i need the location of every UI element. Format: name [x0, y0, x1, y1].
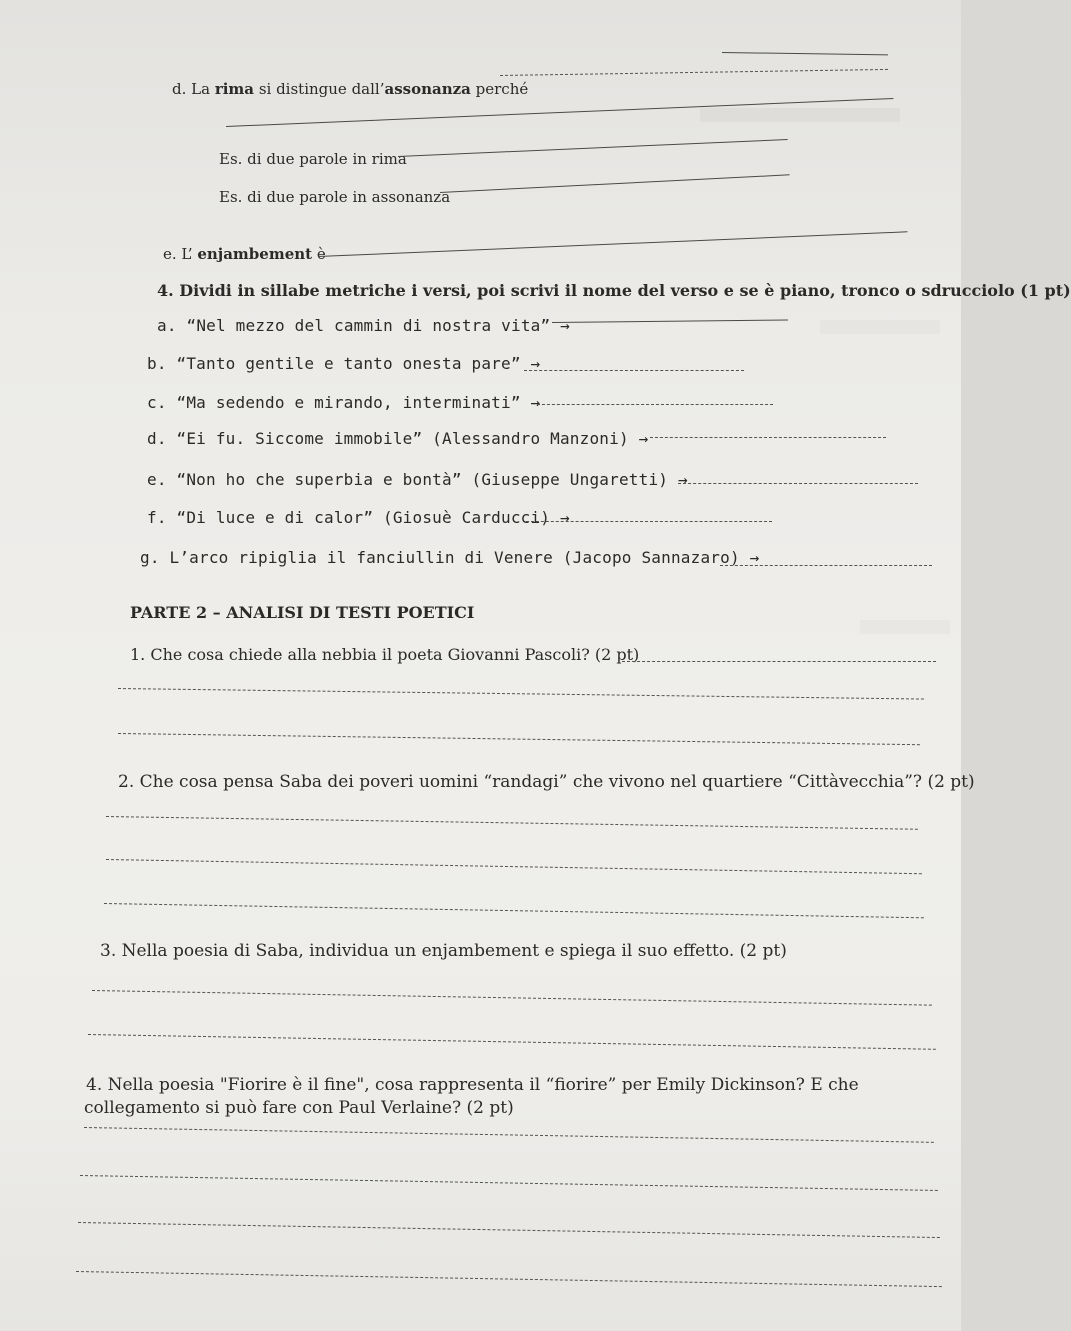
example-assonanza-label: Es. di due parole in assonanza [219, 188, 451, 206]
answer-line[interactable] [650, 437, 886, 438]
answer-line[interactable] [106, 816, 918, 830]
verse-f: f. “Di luce e di calor” (Giosuè Carducci) → [147, 508, 570, 527]
verse-c: c. “Ma sedendo e mirando, interminati” → [147, 393, 541, 412]
answer-line[interactable] [722, 52, 888, 55]
verse-d: d. “Ei fu. Siccome immobile” (Alessandro Manzoni) → [147, 429, 649, 448]
answer-line[interactable] [76, 1271, 942, 1287]
example-rima-label: Es. di due parole in rima [219, 150, 407, 168]
part-2-heading: PARTE 2 – ANALISI DI TESTI POETICI [130, 603, 475, 622]
answer-line[interactable] [118, 688, 924, 700]
question-3: 3. Nella poesia di Saba, individua un enjambement e spiega il suo effetto. (2 pt) [100, 941, 787, 961]
answer-line[interactable] [106, 859, 922, 874]
answer-line[interactable] [622, 661, 936, 662]
verse-e: e. “Non ho che superbia e bontà” (Giuseppe Ungaretti) → [147, 470, 688, 489]
exercise-4-title: 4. Dividi in sillabe metriche i versi, poi scrivi il nome del verso e se è piano, tronco o sdrucciolo (1 pt) [157, 281, 1071, 300]
question-4-line-1: 4. Nella poesia "Fiorire è il fine", cosa rappresenta il “fiorire” per Emily Dickinson? E che [86, 1075, 859, 1095]
answer-line[interactable] [678, 483, 918, 484]
answer-line[interactable] [500, 69, 888, 76]
answer-line[interactable] [440, 174, 790, 193]
answer-line[interactable] [398, 139, 788, 157]
question-1: 1. Che cosa chiede alla nebbia il poeta Giovanni Pascoli? (2 pt) [130, 645, 640, 664]
item-e-text: e. L’ enjambement è [163, 245, 326, 263]
verse-g: g. L’arco ripiglia il fanciullin di Venere (Jacopo Sannazaro) → [140, 548, 760, 567]
verse-b: b. “Tanto gentile e tanto onesta pare” → [147, 354, 541, 373]
answer-line[interactable] [552, 320, 788, 323]
item-d-text: d. La rima si distingue dall’assonanza perché [172, 80, 529, 98]
answer-line[interactable] [526, 521, 772, 522]
question-4-line-2: collegamento si può fare con Paul Verlaine? (2 pt) [84, 1098, 514, 1118]
answer-line[interactable] [80, 1175, 938, 1191]
answer-line[interactable] [92, 990, 932, 1006]
answer-line[interactable] [118, 733, 920, 745]
answer-line[interactable] [318, 231, 908, 257]
answer-line[interactable] [720, 565, 932, 566]
answer-line[interactable] [78, 1222, 940, 1238]
verse-a: a. “Nel mezzo del cammin di nostra vita” → [157, 316, 570, 335]
answer-line[interactable] [524, 370, 744, 371]
answer-line[interactable] [104, 903, 924, 918]
answer-line[interactable] [84, 1127, 934, 1143]
answer-line[interactable] [537, 404, 773, 405]
answer-line[interactable] [88, 1034, 936, 1050]
question-2: 2. Che cosa pensa Saba dei poveri uomini “randagi” che vivono nel quartiere “Cittàvecchia”? (2 pt) [118, 772, 975, 792]
